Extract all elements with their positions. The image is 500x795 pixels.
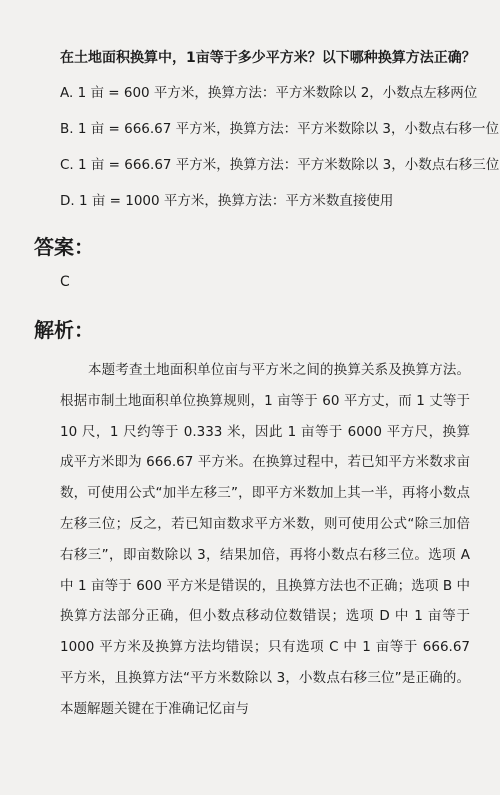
option-d: D. 1 亩 = 1000 平方米，换算方法：平方米数直接使用 [60, 193, 394, 209]
option-b: B. 1 亩 = 666.67 平方米，换算方法：平方米数除以 3，小数点右移一位 [60, 121, 500, 137]
analysis-heading: 解析： [34, 318, 94, 342]
answer-value: C [60, 274, 70, 290]
answer-heading: 答案： [34, 235, 94, 259]
question-text: 在土地面积换算中，1亩等于多少平方米？以下哪种换算方法正确？ [60, 50, 476, 66]
option-a: A. 1 亩 = 600 平方米，换算方法：平方米数除以 2，小数点左移两位 [60, 85, 478, 101]
analysis-text: 本题考查土地面积单位亩与平方米之间的换算关系及换算方法。根据市制土地面积单位换算规则，1 亩等于 60 平方丈，而 1 丈等于 10 尺，1 尺约等于 0.333 米，因此 1 亩等于 6000 平方尺，换算成平方米即为 666.67 平方米。在换算过程中，若已知平方米数求亩数，可使用公式“加半左移三”，即平方米数加上其一半，再将小数点左移三位；反之，若已知亩数求平方米数，则可使用公式“除三加倍右移三”，即亩数除以 3，结果加倍，再将小数点右移三位。选项 A 中 1 亩等于 600 平方米是错误的，且换算方法也不正确；选项 B 中换算方法部分正确，但小数点移动位数错误；选项 D 中 1 亩等于 1000 平方米及换算方法均错误；只有选项 C 中 1 亩等于 666.67 平方米，且换算方法“平方米数除以 3，小数点右移三位”是正确的。本题解题关键在于准确记忆亩与 [60, 362, 470, 717]
option-c: C. 1 亩 = 666.67 平方米，换算方法：平方米数除以 3，小数点右移三位 [60, 157, 500, 173]
